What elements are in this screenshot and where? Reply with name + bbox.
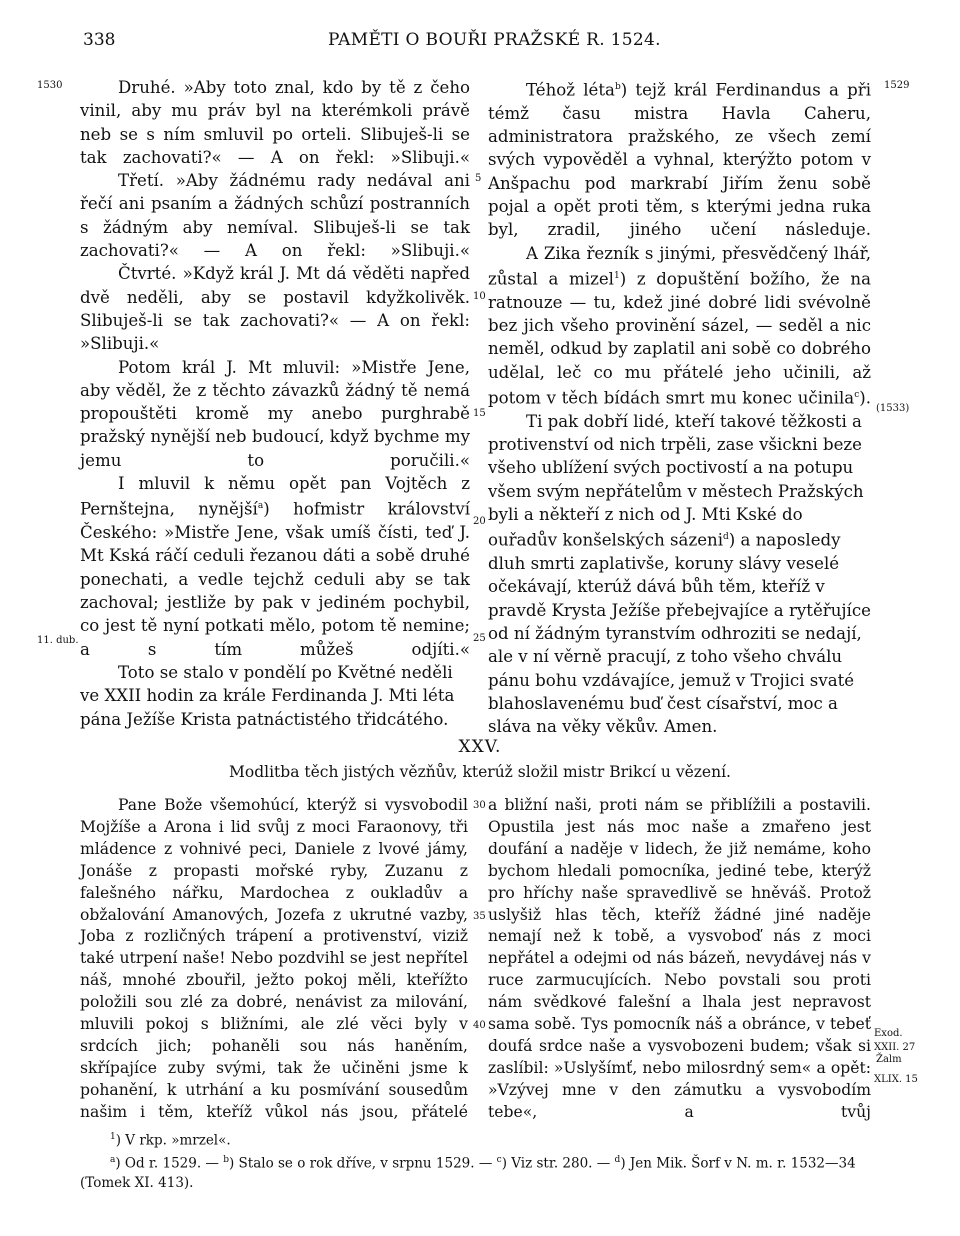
paragraph: Druhé. »Aby toto znal, kdo by tě z čeho vinil, aby mu práv byl na kterémkoli právě neb se s ním smluvil po orteli. Slibuješ-li se tak zachovati?« — A on řekl: »Slibuji.« (80, 78, 470, 167)
footnote-marker: a (257, 501, 264, 512)
margin-ref-2: XXII. 27 (874, 1042, 916, 1053)
right-column (488, 76, 871, 738)
section-left-column (80, 795, 468, 1124)
section-number: XXV. (458, 737, 502, 757)
paragraph: Třetí. »Aby žádnému rady nedával ani řečí ani psaním a žádných schůzí postranních s žádným aby nemíval. Slibuješ-li se tak zachovati?« — A on řekl: »Slibuji.« (80, 171, 470, 261)
margin-year-1530: 1530 (37, 80, 63, 91)
paragraph: Ti pak dobří lidé, kteří takové těžkosti a protivenství od nich trpěli, zase všickni beze všeho ublížení svých poctivostí a na potupu všem svým nepřátelům v městech Pražských byli a někteří z nich od J. Mti Kské do ouřadův konšelských sázeni$^d$) a naposledy dluh smrti zaplativše, koruny slávy veselé očekávají, kterúž dává bůh těm, kteříž v pravdě Krysta Ježíše přebejvajíce a rytěřujíce od ní žádným tyranstvím odhroziti se nedají, ale v ní věrně pracují, z toho všeho chválu pánu bohu vzdávajíce, jemuž v Trojici svaté blahoslavenému buď čest císařství, moc a sláva na věky věkův. Amen. (488, 411, 871, 737)
margin-date: 11. dub. (37, 635, 79, 646)
paragraph: Potom král J. Mt mluvil: »Mistře Jene, aby věděl, že z těchto závazků žádný tě nemá propouštěti kromě my anebo purghrabě pražský nynější neb budoucí, když bychme my jemu to poručili.« (80, 357, 470, 470)
paragraph: Pane Bože všemohúcí, kterýž si vysvobodil Mojžíše a Arona i lid svůj z moci Faraonovy, tři mládence z vohnivé peci, Daniele z lvové jámy, Jonáše z propasti mořské ryby, Zuzanu z falešného nářku, Mardochea z oukladův a obžalování Amanových, Jozefa z ukrutné vazby, Joba z rozličných trápení a protivenství, viziž také utrpení naše! Nebo pozdvihl se jest nepřítel náš, mnohé zbouřil, ježto pokoj měli, kteřížto položili sou zlé za dobré, nenávist za milování, mluvili pokoj s bližními, ale zlé věci byly v srdcích jich; pohaněli sou nás haněním, skřípajíce zuby svými, tak že učiněni jsme k pohanění, k utrhání a ku posmívání sousedům našim i těm, kteříž vůkol nás jsou, přátelé (80, 796, 468, 1121)
line-number: 35 (473, 911, 486, 922)
footnote-marker: b (614, 82, 621, 92)
paragraph: Téhož léta$^b$) tejž král Ferdinandus a při témž času mistra Havla Caheru, administratora pražského, ze všech zemí svých vypověděl a vyhnal, kterýžto potom v Anšpachu pod markrabí Jiřím ženu sobě pojal a opět proti těm, s kterými jedna ruka byl, zradil, jiného učení následuje. (488, 80, 872, 240)
margin-ref-3: Žalm (876, 1054, 902, 1065)
left-column (80, 76, 470, 731)
footnote: $^a$) Od r. 1529. — $^b$) Stalo se o rok dříve, v srpnu 1529. — $^c$) Viz str. 280. — $^d$) Jen Mik. Šorf v N. m. r. 1532—34 (Tomek XI. 413). (80, 1155, 856, 1192)
line-number: 5 (475, 173, 482, 184)
paragraph: A Zika řezník s jinými, přesvědčený lhář, zůstal a mizel$^1$) z dopuštění božího, že na ratnouze — tu, kdež jiné dobré lidi svévolně bez jich všeho provinění sázel, — seděl a nic neměl, odkud by zaplatil ani sobě co dobrého udělal, leč co mu přátelé jeho učinili, až potom v těch bídách smrt mu konec učinila$^c$). (488, 243, 871, 408)
page-number: 338 (83, 30, 116, 50)
paragraph: a bližní naši, proti nám se přiblížili a postavili. Opustila jest nás moc naše a zmařeno jest doufání a naděje v lidech, že již nemáme, koho bychom hledali pomocníka, jediné tebe, kterýž pro hříchy naše spravedlivě se hněváš. Protož uslyšiž hlas těch, kteříž žádné jiné naděje nemají než k tobě, a vysvoboď nás z moci nepřátel a odejmi od nás bázeň, nevydávej nás v ruce zarmucujících. Nebo povstali sou proti nám svědkové falešní a lhala jest nepravost sama sobě. Tys pomocník náš a obránce, v tebeť doufá srdce naše a vysvobozeni budem; však si zaslíbil: »Uslyšímť, nebo milosrdný sem« a opět: »Vzývej mne v den zámutku a vysvobodím tebe«, a tvůj (488, 796, 871, 1121)
paragraph: Čtvrté. »Když král J. Mt dá věděti napřed dvě neděli, aby se postavil kdyžkolivěk. Slibuješ-li se tak zachovati?« — A on řekl: »Slibuji.« (80, 264, 470, 354)
line-number: 20 (473, 516, 486, 527)
margin-year-1529: 1529 (884, 80, 910, 91)
margin-ref-4: XLIX. 15 (874, 1074, 918, 1085)
line-number: 25 (473, 633, 486, 644)
footnote-marker: c (854, 389, 860, 400)
paragraph: Toto se stalo v pondělí po Květné neděli ve XXII hodin za krále Ferdinanda J. Mti léta pána Ježíše Krista patnáctistého třidcátého. (80, 662, 455, 729)
line-number: 30 (473, 800, 486, 811)
footnote: $^1$) V rkp. »mrzel«. (110, 1132, 231, 1149)
line-number: 10 (473, 291, 486, 302)
running-title: PAMĚTI O BOUŘI PRAŽSKÉ R. 1524. (328, 30, 661, 50)
line-number: 40 (473, 1020, 486, 1031)
footnote-marker: d (723, 532, 729, 543)
paragraph: I mluvil k němu opět pan Vojtěch z Pernštejna, nynější$^a$) hofmistr království Českého: »Mistře Jene, však umíš čísti, teď J. Mt Kská ráčí ceduli řezanou dáti a sobě druhé ponechati, a vedle tejchž ceduli aby se tak zachoval; jestliže by pak v jediném pochybil, co jest tě nyní potkati mělo, potom tě nemine; a s tím můžeš odjíti.« (80, 474, 470, 659)
section-title: Modlitba těch jistých vězňův, kterúž složil mistr Brikcí u vězení. (229, 763, 731, 781)
margin-ref-1: Exod. (874, 1028, 903, 1039)
footnote-marker: 1 (613, 270, 620, 281)
section-right-column (488, 795, 871, 1124)
line-number: 15 (473, 408, 486, 419)
footnotes (80, 1128, 880, 1194)
margin-year-1533: (1533) (876, 403, 910, 414)
